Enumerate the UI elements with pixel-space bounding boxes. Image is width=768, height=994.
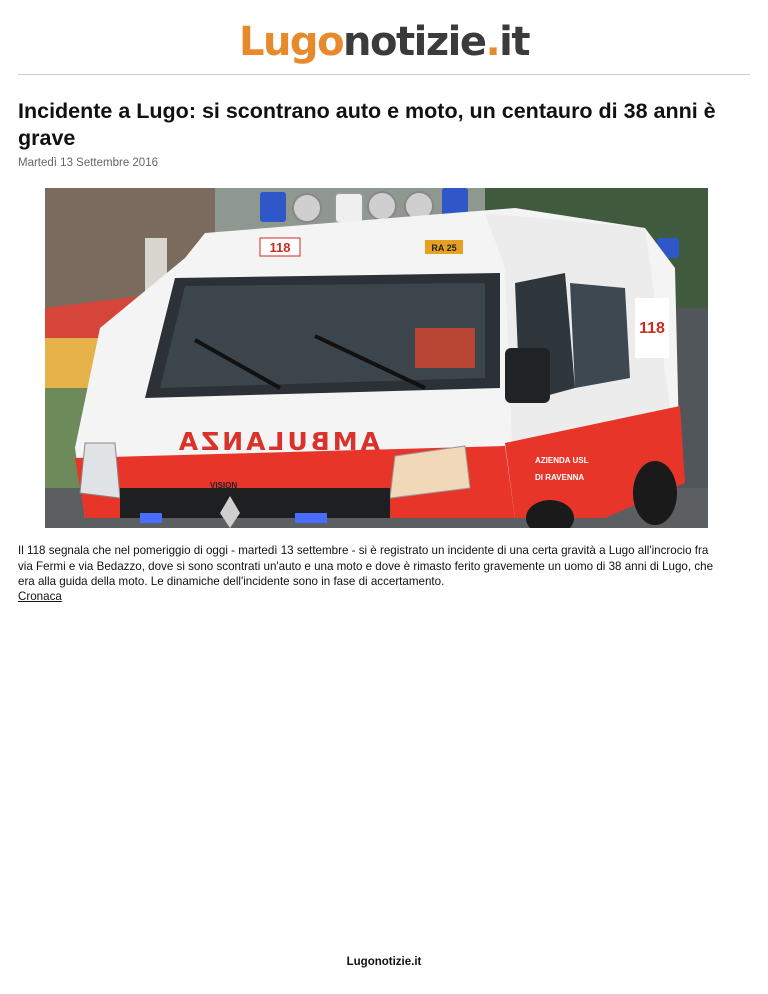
header-divider: [18, 74, 750, 75]
logo-tld: it: [499, 19, 530, 65]
logo-lugo: Lugo: [238, 19, 344, 65]
footer-site-name: Lugonotizie.it: [346, 956, 422, 968]
badge-118-front: 118: [269, 240, 291, 255]
grille-vision-text: VISION: [210, 481, 238, 490]
logo-notizie: notizie: [343, 19, 486, 65]
side-text-1: AZIENDA USL: [535, 456, 589, 465]
ambulance-illustration: [45, 188, 708, 528]
category-link[interactable]: Cronaca: [18, 590, 62, 603]
article-title: Incidente a Lugo: si scontrano auto e moto, un centauro di 38 anni è grave: [18, 99, 716, 150]
roof-plate-text: RA 25: [431, 243, 457, 253]
badge-118-side: 118: [639, 320, 665, 337]
article-date: Martedì 13 Settembre 2016: [18, 157, 158, 169]
hood-ambulanza-text: AMBULANZA: [175, 427, 380, 456]
article-body: Il 118 segnala che nel pomeriggio di oggi - martedì 13 settembre - si è registrato un incidente di una certa gravità a Lugo all'incrocio fra via Fermi e via Bedazzo, dove si sono scontrati un'auto e una moto e dove è rimasto ferito gravemente un uomo di 38 anni di Lugo, che era alla guida della moto. Le dinamiche dell'incidente sono in fase di accertamento.: [18, 544, 714, 588]
side-text-2: DI RAVENNA: [535, 473, 585, 482]
logo-dot: .: [485, 19, 500, 65]
article-photo: [45, 188, 708, 528]
site-logo[interactable]: [0, 14, 768, 70]
